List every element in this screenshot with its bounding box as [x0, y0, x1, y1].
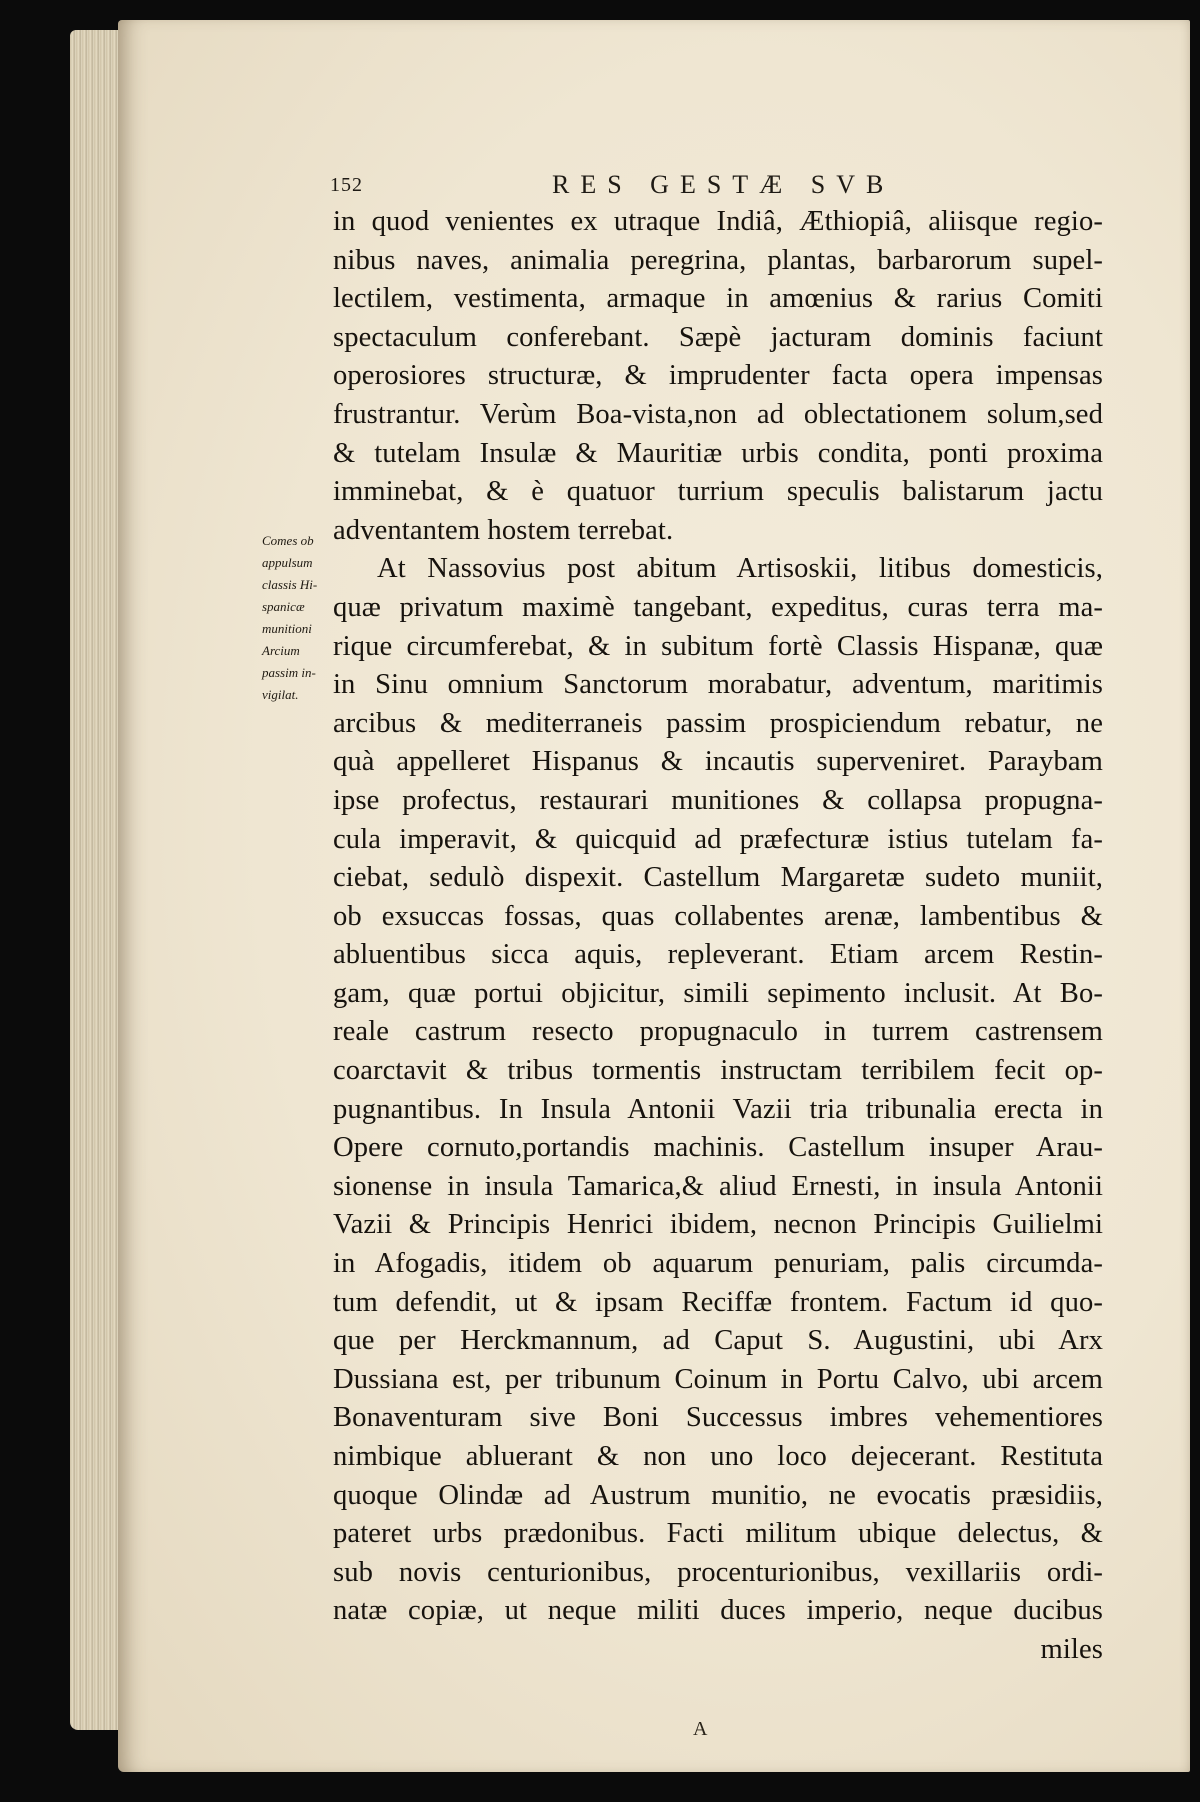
- running-title: RES GESTÆ SVB: [552, 170, 895, 199]
- text-line: sionense in insula Tamarica,& aliud Ernesti, in insula Antonii: [333, 1170, 1103, 1202]
- text-line: Dussiana est, per tribunum Coinum in Portu Calvo, ubi arcem: [333, 1363, 1103, 1395]
- margin-note-line: spanicæ: [262, 599, 305, 614]
- text-line: rique circumferebat, & in subitum fortè Classis Hispanæ, quæ: [333, 630, 1103, 662]
- text-line: adventantem hostem terrebat.: [333, 514, 674, 546]
- margin-note-line: vigilat.: [262, 687, 299, 702]
- text-line: operosiores structuræ, & imprudenter facta opera impensas: [333, 360, 1103, 392]
- margin-note-line: Comes ob: [262, 533, 314, 548]
- text-line: tum defendit, ut & ipsam Reciffæ frontem. Factum id quo-: [333, 1286, 1103, 1318]
- text-line: in Sinu omnium Sanctorum morabatur, adventum, maritimis: [333, 669, 1103, 701]
- text-line: ipse profectus, restaurari munitiones & collapsa propugna-: [333, 784, 1103, 816]
- text-line: pugnantibus. In Insula Antonii Vazii tria tribunalia erecta in: [333, 1093, 1103, 1125]
- text-line: quoque Olindæ ad Austrum munitio, ne evocatis præsidiis,: [333, 1479, 1103, 1511]
- margin-note-line: appulsum: [262, 555, 313, 570]
- text-line: ob exsuccas fossas, quas collabentes arenæ, lambentibus &: [333, 900, 1103, 932]
- text-line: que per Herckmannum, ad Caput S. Augustini, ubi Arx: [333, 1325, 1103, 1357]
- page-number: 152: [330, 174, 363, 196]
- text-line: At Nassovius post abitum Artisoskii, litibus domesticis,: [377, 553, 1103, 585]
- text-line: quà appelleret Hispanus & incautis superveniret. Paraybam: [333, 746, 1103, 778]
- margin-note-line: munitioni: [262, 621, 312, 636]
- text-line: Vazii & Principis Henrici ibidem, necnon Principis Guilielmi: [333, 1209, 1103, 1241]
- text-line: arcibus & mediterraneis passim prospiciendum rebatur, ne: [333, 707, 1103, 739]
- text-line: Bonaventuram sive Boni Successus imbres vehementiores: [333, 1402, 1103, 1434]
- text-line: in Afogadis, itidem ob aquarum penuriam, palis circumda-: [333, 1248, 1103, 1280]
- body-text: [333, 203, 1103, 1670]
- marginal-note: [262, 530, 342, 706]
- signature-mark: A: [693, 1718, 708, 1740]
- margin-note-line: classis Hi-: [262, 577, 318, 592]
- text-line: coarctavit & tribus tormentis instructam terribilem fecit op-: [333, 1055, 1103, 1087]
- text-line: reale castrum resecto propugnaculo in turrem castrensem: [333, 1016, 1103, 1048]
- text-line: frustrantur. Verùm Boa-vista,non ad oblectationem solum,sed: [333, 398, 1103, 430]
- text-line: natæ copiæ, ut neque militi duces imperio, neque ducibus: [333, 1595, 1103, 1627]
- text-line: pateret urbs prædonibus. Facti militum ubique delectus, &: [333, 1518, 1103, 1550]
- text-line: sub novis centurionibus, procenturionibus, vexillariis ordi-: [333, 1556, 1103, 1588]
- catchword: miles: [1040, 1633, 1103, 1665]
- text-line: gam, quæ portui objicitur, simili sepimento inclusit. At Bo-: [333, 977, 1103, 1009]
- text-line: quæ privatum maximè tangebant, expeditus, curas terra ma-: [333, 591, 1103, 623]
- text-line: spectaculum conferebant. Sæpè jacturam dominis faciunt: [333, 321, 1103, 353]
- text-line: & tutelam Insulæ & Mauritiæ urbis condita, ponti proxima: [333, 437, 1103, 469]
- text-line: nibus naves, animalia peregrina, plantas, barbarorum supel-: [333, 244, 1103, 276]
- text-line: abluentibus sicca aquis, repleverant. Etiam arcem Restin-: [333, 939, 1103, 971]
- text-line: imminebat, & è quatuor turrium speculis balistarum jactu: [333, 476, 1103, 508]
- text-line: cula imperavit, & quicquid ad præfecturæ istius tutelam fa-: [333, 823, 1103, 855]
- margin-note-line: Arcium: [262, 643, 300, 658]
- text-line: lectilem, vestimenta, armaque in amœnius & rarius Comiti: [333, 283, 1103, 315]
- text-line: Opere cornuto,portandis machinis. Castellum insuper Arau-: [333, 1132, 1103, 1164]
- text-line: in quod venientes ex utraque Indiâ, Æthiopiâ, aliisque regio-: [333, 206, 1103, 237]
- text-line: ciebat, sedulò dispexit. Castellum Margaretæ sudeto muniit,: [333, 862, 1103, 894]
- margin-note-line: passim in-: [262, 665, 316, 680]
- text-line: nimbique abluerant & non uno loco dejecerant. Restituta: [333, 1441, 1103, 1472]
